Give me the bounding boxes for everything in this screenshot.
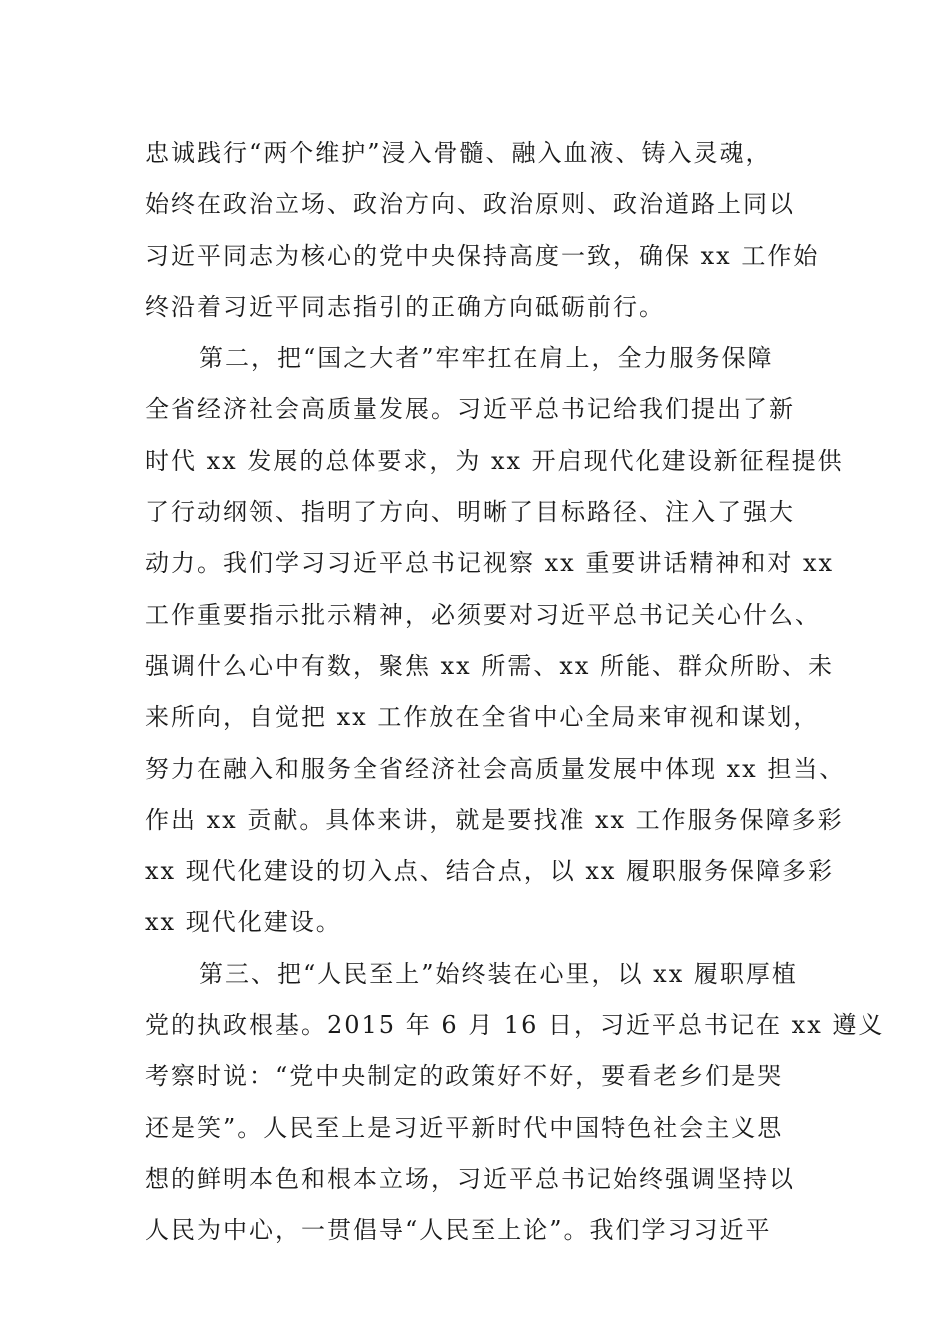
text-line: 忠诚践行“两个维护”浸入骨髓、融入血液、铸入灵魂， — [145, 139, 772, 167]
text-line: 努力在融入和服务全省经济社会高质量发展中体现 xx 担当、 — [145, 754, 846, 783]
paragraph-start-line: 第三、把“人民至上”始终装在心里，以 xx 履职厚植 — [199, 959, 798, 988]
text-line: 来所向，自觉把 xx 工作放在全省中心全局来审视和谋划， — [145, 703, 820, 732]
text-line: 了行动纲领、指明了方向、明晰了目标路径、注入了强大 — [145, 498, 795, 527]
text-line: 动力。我们学习习近平总书记视察 xx 重要讲话精神和对 xx — [145, 549, 835, 578]
text-line: xx 现代化建设。 — [145, 908, 342, 937]
text-line: 考察时说：“党中央制定的政策好不好，要看老乡们是哭 — [145, 1062, 784, 1091]
text-line: 终沿着习近平同志指引的正确方向砥砺前行。 — [145, 292, 665, 321]
text-line: 作出 xx 贡献。具体来讲，就是要找准 xx 工作服务保障多彩 — [145, 805, 844, 834]
text-line: 党的执政根基。2015 年 6 月 16 日，习近平总书记在 xx 遵义 — [145, 1011, 885, 1040]
document-body — [145, 128, 885, 1257]
text-line: xx 现代化建设的切入点、结合点，以 xx 履职服务保障多彩 — [145, 857, 835, 886]
text-line: 时代 xx 发展的总体要求，为 xx 开启现代化建设新征程提供 — [145, 446, 844, 475]
text-line: 工作重要指示批示精神，必须要对习近平总书记关心什么、 — [145, 600, 821, 629]
paragraph-start-line: 第二，把“国之大者”牢牢扛在肩上，全力服务保障 — [199, 344, 774, 373]
text-line: 还是笑”。人民至上是习近平新时代中国特色社会主义思 — [145, 1113, 784, 1142]
text-line: 始终在政治立场、政治方向、政治原则、政治道路上同以 — [145, 190, 795, 219]
text-line: 想的鲜明本色和根本立场，习近平总书记始终强调坚持以 — [145, 1164, 795, 1193]
text-line: 人民为中心，一贯倡导“人民至上论”。我们学习习近平 — [145, 1216, 772, 1245]
text-line: 全省经济社会高质量发展。习近平总书记给我们提出了新 — [145, 395, 795, 424]
text-line: 习近平同志为核心的党中央保持高度一致，确保 xx 工作始 — [145, 241, 820, 270]
text-line: 强调什么心中有数，聚焦 xx 所需、xx 所能、群众所盼、未 — [145, 651, 835, 680]
